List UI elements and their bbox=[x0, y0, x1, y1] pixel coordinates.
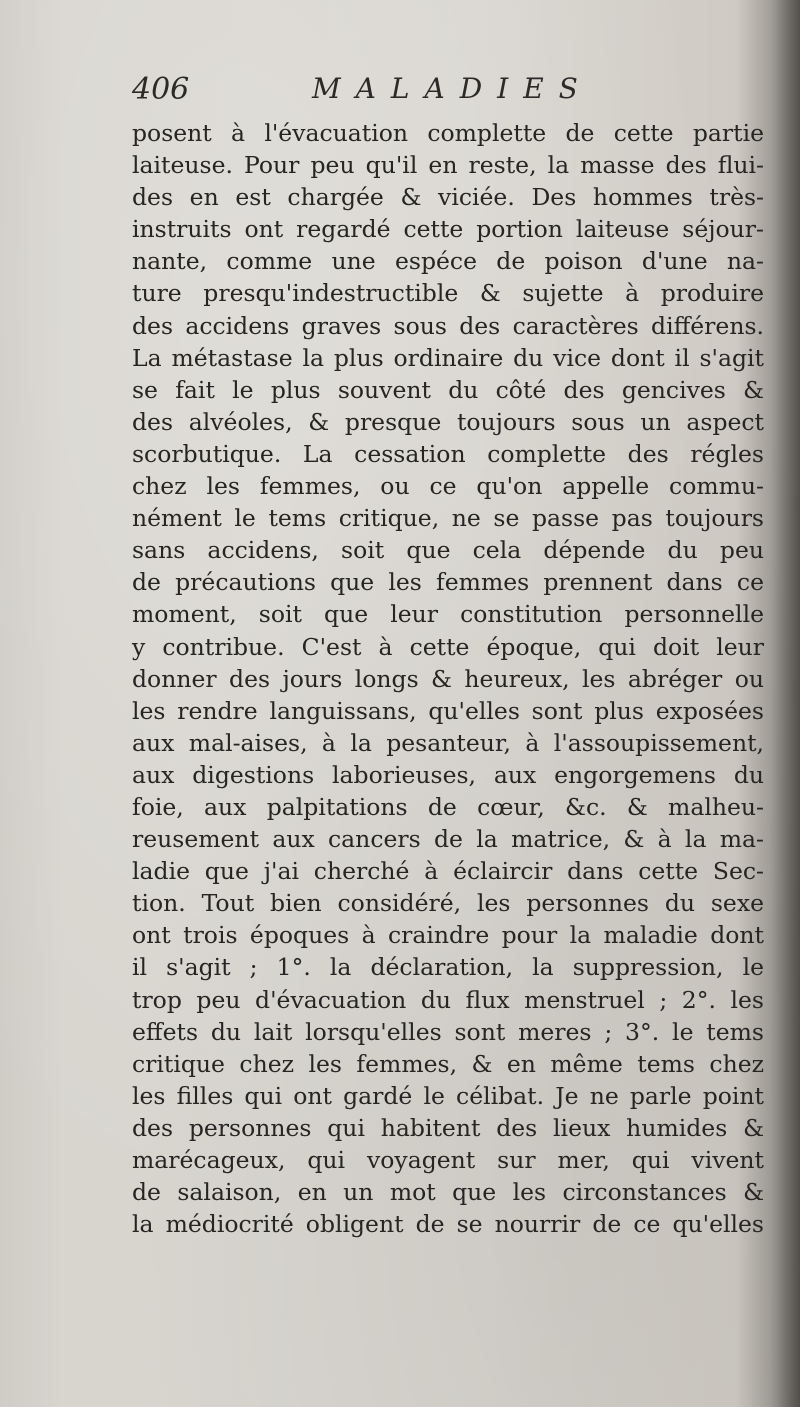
text-line: chez les femmes, ou ce qu'on appelle commu- bbox=[132, 472, 764, 501]
text-line: marécageux, qui voyagent sur mer, qui vivent bbox=[132, 1146, 764, 1174]
text-line: de précautions que les femmes prennent dans ce bbox=[132, 568, 764, 597]
text-line: se fait le plus souvent du côté des gencives & bbox=[132, 375, 764, 404]
text-line: laiteuse. Pour peu qu'il en reste, la masse des flui- bbox=[132, 151, 764, 180]
text-line: instruits ont regardé cette portion laiteuse séjour- bbox=[132, 215, 764, 244]
text-line: ture presqu'indestructible & sujette à produire bbox=[132, 279, 764, 308]
text-line: y contribue. C'est à cette époque, qui doit leur bbox=[132, 632, 764, 661]
text-line: nément le tems critique, ne se passe pas toujours bbox=[132, 504, 764, 533]
text-line: scorbutique. La cessation complette des régles bbox=[132, 439, 764, 468]
text-line: critique chez les femmes, & en même tems chez bbox=[132, 1049, 764, 1078]
text-line: donner des jours longs & heureux, les abréger ou bbox=[132, 664, 764, 693]
text-line: reusement aux cancers de la matrice, & à la ma- bbox=[132, 825, 764, 854]
text-line: nante, comme une espéce de poison d'une na- bbox=[132, 247, 764, 276]
text-line: posent à l'évacuation complette de cette partie bbox=[132, 119, 764, 147]
text-line: des personnes qui habitent des lieux humides & bbox=[132, 1113, 764, 1142]
text-line: La métastase la plus ordinaire du vice dont il s'agit bbox=[132, 343, 764, 372]
text-line: ont trois époques à craindre pour la maladie dont bbox=[132, 921, 764, 950]
text-line: des accidens graves sous des caractères différens. bbox=[132, 311, 764, 340]
text-line: des alvéoles, & presque toujours sous un aspect bbox=[132, 407, 764, 436]
text-line: la médiocrité obligent de se nourrir de ce qu'elles bbox=[132, 1210, 764, 1239]
body-text bbox=[132, 117, 764, 1240]
text-line: effets du lait lorsqu'elles sont meres ; 3°. le tems bbox=[132, 1017, 764, 1046]
text-line: aux mal-aises, à la pesanteur, à l'assoupissement, bbox=[132, 728, 764, 757]
text-line: trop peu d'évacuation du flux menstruel ; 2°. les bbox=[132, 985, 764, 1014]
text-line: il s'agit ; 1°. la déclaration, la suppression, le bbox=[132, 953, 764, 982]
text-line: sans accidens, soit que cela dépende du peu bbox=[132, 536, 764, 565]
text-line: ladie que j'ai cherché à éclaircir dans cette Sec- bbox=[132, 857, 764, 886]
text-line: des en est chargée & viciée. Des hommes très- bbox=[132, 183, 764, 212]
text-line: foie, aux palpitations de cœur, &c. & malheu- bbox=[132, 792, 764, 821]
page-number: 406 bbox=[132, 72, 190, 107]
text-line: aux digestions laborieuses, aux engorgemens du bbox=[132, 760, 764, 789]
running-head: MALADIES bbox=[312, 72, 593, 105]
text-line: moment, soit que leur constitution personnelle bbox=[132, 600, 764, 629]
text-line: de salaison, en un mot que les circonstances & bbox=[132, 1178, 764, 1207]
text-line: les filles qui ont gardé le célibat. Je ne parle point bbox=[132, 1081, 764, 1110]
text-line: tion. Tout bien considéré, les personnes du sexe bbox=[132, 889, 764, 918]
text-line: les rendre languissans, qu'elles sont plus exposées bbox=[132, 696, 764, 725]
page-edge-shadow bbox=[770, 0, 800, 1407]
page-header bbox=[132, 72, 772, 116]
